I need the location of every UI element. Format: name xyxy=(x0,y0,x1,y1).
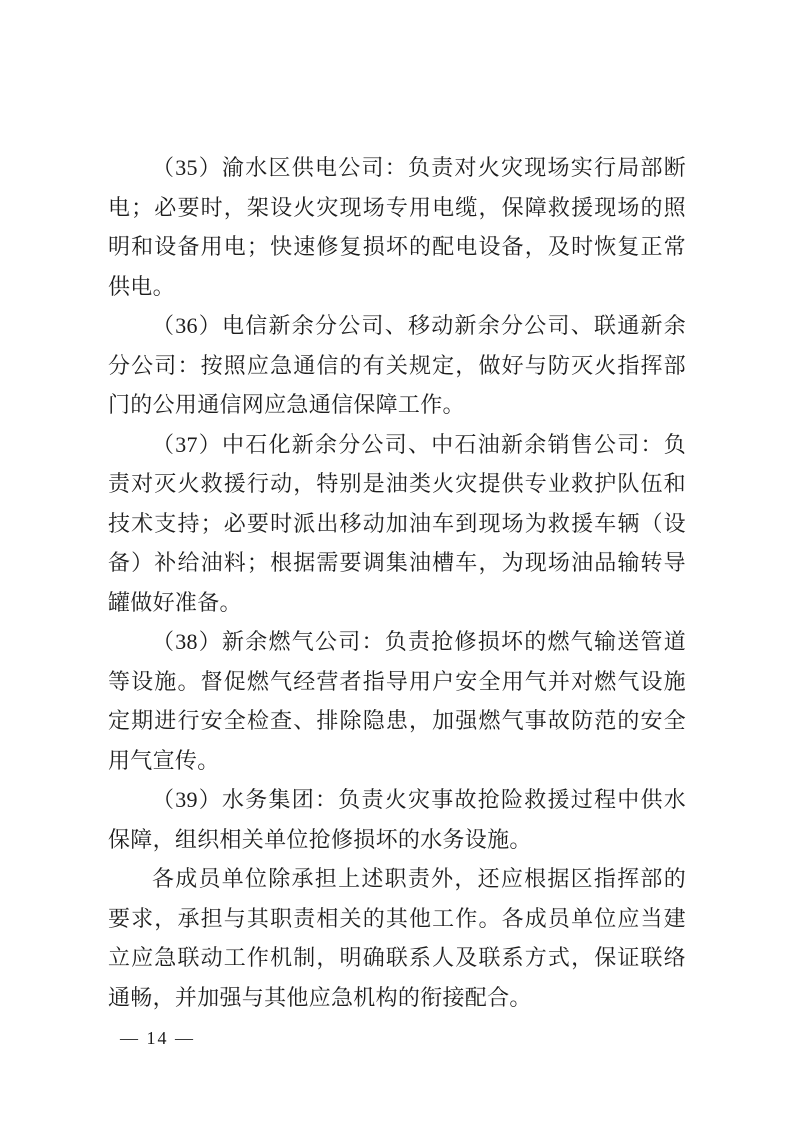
paragraph-39: （39）水务集团：负责火灾事故抢险救援过程中供水保障，组织相关单位抢修损坏的水务设施。 xyxy=(108,787,686,852)
paragraph-member-units: 各成员单位除承担上述职责外，还应根据区指挥部的要求，承担与其职责相关的其他工作。各成员单位应当建立应急联动工作机制，明确联系人及联系方式，保证联络通畅，并加强与其他应急机构的衔接配合。 xyxy=(108,866,686,1010)
paragraph-37: （37）中石化新余分公司、中石油新余销售公司：负责对灭火救援行动，特别是油类火灾提供专业救护队伍和技术支持；必要时派出移动加油车到现场为救援车辆（设备）补给油料；根据需要调集油槽车，为现场油品输转导罐做好准备。 xyxy=(108,431,686,615)
paragraph-36: （36）电信新余分公司、移动新余分公司、联通新余分公司：按照应急通信的有关规定，做好与防灭火指挥部门的公用通信网应急通信保障工作。 xyxy=(108,313,686,417)
page-number: — 14 — xyxy=(120,1028,195,1048)
paragraph-38: （38）新余燃气公司：负责抢修损坏的燃气输送管道等设施。督促燃气经营者指导用户安全用气并对燃气设施定期进行安全检查、排除隐患，加强燃气事故防范的安全用气宣传。 xyxy=(108,629,686,773)
paragraph-35: （35）渝水区供电公司：负责对火灾现场实行局部断电；必要时，架设火灾现场专用电缆，保障救援现场的照明和设备用电；快速修复损坏的配电设备，及时恢复正常供电。 xyxy=(108,155,686,299)
document-body-text xyxy=(108,148,686,1017)
